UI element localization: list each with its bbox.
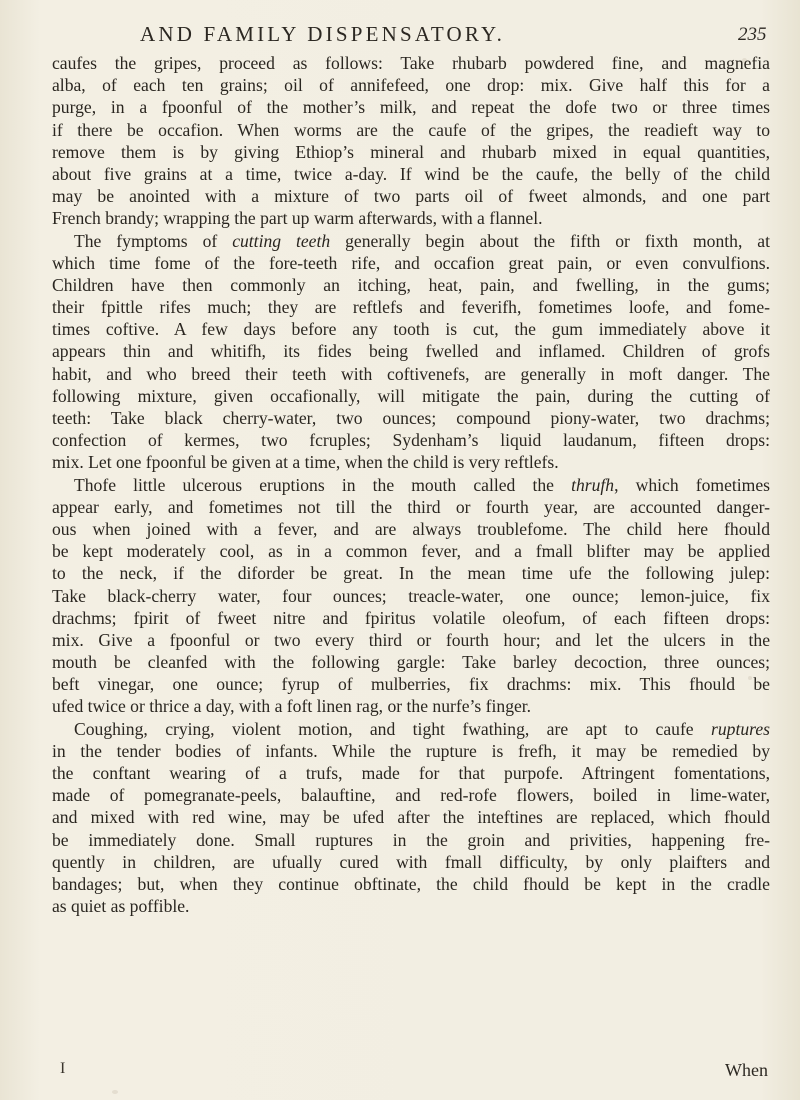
page-footer bbox=[52, 1060, 770, 1084]
text-line: caufes the gripes, proceed as follows: Take rhubarb powdered fine, and magnefia bbox=[52, 53, 770, 73]
text-line: to the neck, if the diforder be great. In the mean time ufe the following julep: bbox=[52, 563, 770, 584]
text-line: drachms; fpirit of fweet nitre and fpiritus volatile oleofum, of each fifteen drops: bbox=[52, 607, 770, 628]
text-run: Coughing, crying, violent motion, and tight fwathing, are apt to caufe bbox=[74, 718, 712, 739]
italic-term: thrufh bbox=[571, 474, 615, 495]
text-line: times coftive. A few days before any tooth is cut, the gum immediately above it bbox=[52, 319, 770, 340]
text-line: quently in children, are ufually cured with fmall difficulty, by only plaifters and bbox=[52, 851, 770, 872]
text-line: alba, of each ten grains; oil of annifefeed, one drop: mix. Give half this for a bbox=[52, 75, 770, 96]
text-line: their fpittle rifes much; they are reftlefs and feverifh, fometimes loofe, and fome- bbox=[52, 297, 770, 318]
text-line: made of pomegranate-peels, balauftine, and red-rofe flowers, boiled in lime-water, bbox=[52, 785, 770, 806]
text-line: teeth: Take black cherry-water, two ounces; compound piony-water, two drachms; bbox=[52, 408, 770, 428]
text-line: beft vinegar, one ounce; fyrup of mulberries, fix drachms: mix. This fhould be bbox=[52, 674, 770, 695]
text-line: appears thin and whitifh, its fides being fwelled and inflamed. Children of grofs bbox=[52, 341, 770, 362]
text-line: Children have then commonly an itching, heat, pain, and fwelling, in the gums; bbox=[52, 274, 770, 295]
running-head: AND FAMILY DISPENSATORY. bbox=[140, 22, 506, 46]
text-line: which time fome of the fore-teeth rife, and occafion great pain, or even convulfions. bbox=[52, 252, 770, 273]
text-line: the conftant wearing of a trufs, made for that purpofe. Aftringent fomentations, bbox=[52, 763, 770, 783]
text-line: following mixture, given occafionally, will mitigate the pain, during the cutting of bbox=[52, 385, 770, 406]
body-text bbox=[52, 52, 770, 917]
text-line: appear early, and fometimes not till the third or fourth year, are accounted danger- bbox=[52, 496, 770, 517]
text-line: mix. Let one fpoonful be given at a time, when the child is very reftlefs. bbox=[52, 452, 559, 473]
text-line: about five grains at a time, twice a-day. If wind be the caufe, the belly of the child bbox=[52, 163, 770, 184]
signature-mark: I bbox=[60, 1060, 66, 1077]
text-line: be immediately done. Small ruptures in the groin and privities, happening fre- bbox=[52, 829, 770, 850]
text-line: French brandy; wrapping the part up warm afterwards, with a flannel. bbox=[52, 208, 543, 229]
text-line: and mixed with red wine, may be ufed after the inteftines are replaced, which fhould bbox=[52, 807, 770, 828]
italic-term: cutting teeth bbox=[232, 230, 331, 251]
text-line: Take black-cherry water, four ounces; treacle-water, one ounce; lemon-juice, fix bbox=[52, 585, 770, 606]
text-line bbox=[52, 474, 770, 496]
page-number: 235 bbox=[738, 24, 767, 45]
catchword: When bbox=[725, 1060, 768, 1080]
text-line: if there be occafion. When worms are the caufe of the gripes, the readieft way to bbox=[52, 119, 770, 140]
italic-term: ruptures bbox=[711, 718, 770, 739]
text-line: mouth be cleanfed with the following gargle: Take barley decoction, three ounces; bbox=[52, 652, 770, 673]
text-line: remove them is by giving Ethiop’s mineral and rhubarb mixed in equal quantities, bbox=[52, 141, 770, 162]
foxing-spot bbox=[112, 1090, 118, 1094]
text-run: , which fometimes bbox=[614, 474, 770, 495]
page-header bbox=[0, 22, 800, 52]
text-line: in the tender bodies of infants. While the rupture is frefh, it may be remedied by bbox=[52, 740, 770, 761]
text-line: mix. Give a fpoonful or two every third or fourth hour; and let the ulcers in the bbox=[52, 629, 770, 650]
text-run: generally begin about the fifth or fixth month, at bbox=[330, 230, 770, 251]
text-line: habit, and who breed their teeth with coftivenefs, are generally in moft danger. The bbox=[52, 363, 770, 384]
text-run: The fymptoms of bbox=[74, 230, 233, 251]
text-line: confection of kermes, two fcruples; Sydenham’s liquid laudanum, fifteen drops: bbox=[52, 430, 770, 451]
text-line: purge, in a fpoonful of the mother’s milk, and repeat the dofe two or three times bbox=[52, 97, 770, 118]
text-run: Thofe little ulcerous eruptions in the mouth called the bbox=[74, 474, 572, 495]
text-line: bandages; but, when they continue obftinate, the child fhould be kept in the cradle bbox=[52, 873, 770, 894]
text-line bbox=[52, 230, 770, 252]
text-line: ufed twice or thrice a day, with a foft linen rag, or the nurfe’s finger. bbox=[52, 696, 532, 717]
text-line: be kept moderately cool, as in a common fever, and a fmall blifter may be applied bbox=[52, 541, 770, 562]
text-line bbox=[52, 718, 770, 740]
text-line: may be anointed with a mixture of two parts oil of fweet almonds, and one part bbox=[52, 186, 770, 207]
text-line: ous when joined with a fever, and are always troublefome. The child here fhould bbox=[52, 518, 770, 539]
text-line: as quiet as poffible. bbox=[52, 896, 190, 917]
